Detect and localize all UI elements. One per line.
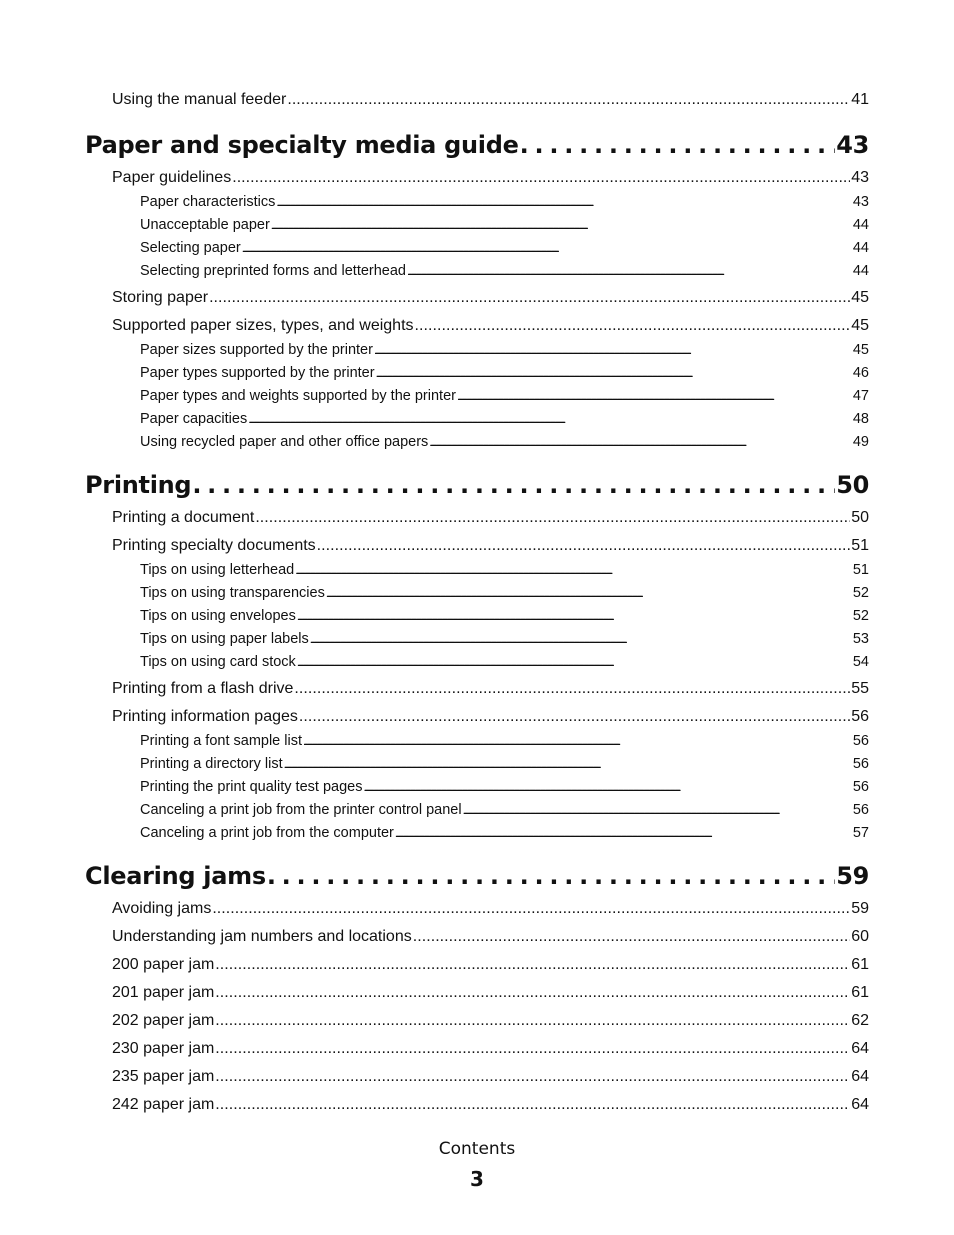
toc-subentry-paper-sizes[interactable] bbox=[140, 342, 869, 358]
toc-entry-page: 61 bbox=[851, 956, 869, 973]
dot-leader bbox=[415, 317, 851, 335]
toc-entry-page: 51 bbox=[851, 537, 869, 554]
toc-entry-242-paper-jam[interactable] bbox=[112, 1096, 869, 1114]
dot-leader bbox=[215, 956, 850, 974]
toc-subentry-title: Unacceptable paper bbox=[140, 217, 270, 233]
dot-leader bbox=[463, 805, 852, 817]
toc-subentry-paper-weights[interactable] bbox=[140, 388, 869, 404]
toc-entry-page: 59 bbox=[851, 900, 869, 917]
toc-entry-title: Printing specialty documents bbox=[112, 537, 316, 554]
dot-leader bbox=[209, 289, 850, 307]
toc-subentry-print-quality[interactable] bbox=[140, 779, 869, 795]
toc-chapter-page: 43 bbox=[836, 131, 869, 159]
toc-entry-title: Understanding jam numbers and locations bbox=[112, 928, 412, 945]
dot-leader bbox=[267, 862, 835, 890]
toc-chapter-page: 50 bbox=[836, 471, 869, 499]
dot-leader bbox=[232, 169, 850, 187]
toc-subentry-letterhead[interactable] bbox=[140, 562, 869, 578]
toc-subentry-card-stock[interactable] bbox=[140, 654, 869, 670]
toc-entry-title: Printing a document bbox=[112, 509, 255, 526]
toc-subentry-preprinted-forms[interactable] bbox=[140, 263, 869, 279]
toc-subentry-page: 49 bbox=[852, 434, 869, 450]
toc-subentry-title: Tips on using paper labels bbox=[140, 631, 309, 647]
toc-chapter-printing[interactable] bbox=[85, 471, 869, 499]
toc-subentry-cancel-computer[interactable] bbox=[140, 825, 869, 841]
dot-leader bbox=[215, 984, 850, 1002]
toc-subentry-cancel-control-panel[interactable] bbox=[140, 802, 869, 818]
toc-subentry-page: 57 bbox=[852, 825, 869, 841]
toc-chapter-paper-media-guide[interactable] bbox=[85, 131, 869, 159]
toc-entry-title: Paper guidelines bbox=[112, 169, 232, 186]
toc-subentry-page: 56 bbox=[852, 779, 869, 795]
toc-entry-printing-specialty[interactable] bbox=[112, 537, 869, 555]
toc-subentry-title: Printing a directory list bbox=[140, 756, 283, 772]
dot-leader bbox=[215, 1068, 850, 1086]
dot-leader bbox=[192, 471, 835, 499]
toc-entry-title: 201 paper jam bbox=[112, 984, 215, 1001]
toc-subentry-title: Tips on using card stock bbox=[140, 654, 296, 670]
toc-subentry-page: 54 bbox=[852, 654, 869, 670]
dot-leader bbox=[287, 91, 850, 109]
toc-entry-page: 62 bbox=[851, 1012, 869, 1029]
dot-leader bbox=[255, 509, 850, 527]
dot-leader bbox=[395, 828, 852, 840]
toc-chapter-title: Paper and specialty media guide bbox=[85, 131, 519, 159]
toc-entry-page: 43 bbox=[851, 169, 869, 186]
toc-entry-title: Printing information pages bbox=[112, 708, 298, 725]
toc-subentry-page: 44 bbox=[852, 240, 869, 256]
toc-subentry-unacceptable-paper[interactable] bbox=[140, 217, 869, 233]
toc-chapter-clearing-jams[interactable] bbox=[85, 862, 869, 890]
toc-entry-storing-paper[interactable] bbox=[112, 289, 869, 307]
toc-subentry-page: 43 bbox=[852, 194, 869, 210]
dot-leader bbox=[276, 197, 851, 209]
toc-subentry-title: Tips on using envelopes bbox=[140, 608, 296, 624]
toc-entry-avoiding-jams[interactable] bbox=[112, 900, 869, 918]
toc-subentry-selecting-paper[interactable] bbox=[140, 240, 869, 256]
dot-leader bbox=[326, 588, 852, 600]
dot-leader bbox=[407, 266, 852, 278]
toc-entry-title: 200 paper jam bbox=[112, 956, 215, 973]
dot-leader bbox=[242, 243, 852, 255]
toc-subentry-recycled-paper[interactable] bbox=[140, 434, 869, 450]
dot-leader bbox=[271, 220, 852, 232]
toc-subentry-title: Canceling a print job from the printer control panel bbox=[140, 802, 462, 818]
toc-entry-title: Printing from a flash drive bbox=[112, 680, 294, 697]
toc-subentry-font-sample[interactable] bbox=[140, 733, 869, 749]
toc-subentry-title: Paper sizes supported by the printer bbox=[140, 342, 373, 358]
toc-entry-page: 41 bbox=[851, 91, 869, 108]
dot-leader bbox=[215, 1096, 850, 1114]
dot-leader bbox=[429, 437, 852, 449]
dot-leader bbox=[376, 368, 852, 380]
toc-subentry-page: 51 bbox=[852, 562, 869, 578]
toc-subentry-paper-characteristics[interactable] bbox=[140, 194, 869, 210]
toc-entry-230-paper-jam[interactable] bbox=[112, 1040, 869, 1058]
dot-leader bbox=[294, 680, 850, 698]
toc-entry-title: 235 paper jam bbox=[112, 1068, 215, 1085]
toc-subentry-title: Paper characteristics bbox=[140, 194, 276, 210]
dot-leader bbox=[299, 708, 850, 726]
toc-chapter-title: Clearing jams bbox=[85, 862, 266, 890]
toc-subentry-page: 53 bbox=[852, 631, 869, 647]
toc-entry-page: 61 bbox=[851, 984, 869, 1001]
toc-subentry-page: 56 bbox=[852, 756, 869, 772]
toc-subentry-transparencies[interactable] bbox=[140, 585, 869, 601]
toc-subentry-paper-labels[interactable] bbox=[140, 631, 869, 647]
toc-subentry-title: Selecting preprinted forms and letterhead bbox=[140, 263, 406, 279]
toc-entry-page: 50 bbox=[851, 509, 869, 526]
dot-leader bbox=[215, 1040, 850, 1058]
toc-subentry-title: Printing a font sample list bbox=[140, 733, 302, 749]
dot-leader bbox=[284, 759, 852, 771]
toc-subentry-envelopes[interactable] bbox=[140, 608, 869, 624]
toc-entry-page: 45 bbox=[851, 317, 869, 334]
toc-entry-201-paper-jam[interactable] bbox=[112, 984, 869, 1002]
dot-leader bbox=[295, 565, 852, 577]
toc-entry-title: 242 paper jam bbox=[112, 1096, 215, 1113]
toc-entry-title: Using the manual feeder bbox=[112, 91, 287, 108]
toc-subentry-page: 52 bbox=[852, 608, 869, 624]
toc-entry-page: 55 bbox=[851, 680, 869, 697]
dot-leader bbox=[297, 611, 852, 623]
toc-entry-printing-document[interactable] bbox=[112, 509, 869, 527]
toc-subentry-page: 52 bbox=[852, 585, 869, 601]
toc-subentry-page: 44 bbox=[852, 217, 869, 233]
toc-subentry-page: 56 bbox=[852, 802, 869, 818]
toc-chapter-title: Printing bbox=[85, 471, 192, 499]
toc-entry-202-paper-jam[interactable] bbox=[112, 1012, 869, 1030]
toc-subentry-page: 44 bbox=[852, 263, 869, 279]
toc-subentry-paper-types[interactable] bbox=[140, 365, 869, 381]
toc-subentry-title: Paper types supported by the printer bbox=[140, 365, 375, 381]
toc-entry-supported-paper[interactable] bbox=[112, 317, 869, 335]
toc-subentry-title: Printing the print quality test pages bbox=[140, 779, 363, 795]
footer-page-number: 3 bbox=[470, 1167, 484, 1191]
toc-subentry-page: 46 bbox=[852, 365, 869, 381]
toc-subentry-title: Tips on using letterhead bbox=[140, 562, 295, 578]
toc-subentry-page: 56 bbox=[852, 733, 869, 749]
toc-entry-235-paper-jam[interactable] bbox=[112, 1068, 869, 1086]
toc-entry-title: Storing paper bbox=[112, 289, 209, 306]
toc-subentry-title: Tips on using transparencies bbox=[140, 585, 325, 601]
dot-leader bbox=[303, 736, 852, 748]
toc-entry-page: 64 bbox=[851, 1040, 869, 1057]
toc-entry-title: Avoiding jams bbox=[112, 900, 212, 917]
toc-subentry-title: Using recycled paper and other office papers bbox=[140, 434, 429, 450]
dot-leader bbox=[297, 657, 852, 669]
dot-leader bbox=[212, 900, 850, 918]
toc-subentry-title: Paper capacities bbox=[140, 411, 248, 427]
toc-entry-title: 230 paper jam bbox=[112, 1040, 215, 1057]
toc-entry-page: 56 bbox=[851, 708, 869, 725]
toc-subentry-title: Selecting paper bbox=[140, 240, 241, 256]
dot-leader bbox=[310, 634, 852, 646]
toc-subentry-page: 48 bbox=[852, 411, 869, 427]
toc-subentry-paper-capacities[interactable] bbox=[140, 411, 869, 427]
toc-chapter-page: 59 bbox=[836, 862, 869, 890]
toc-subentry-directory-list[interactable] bbox=[140, 756, 869, 772]
dot-leader bbox=[520, 131, 836, 159]
dot-leader bbox=[457, 391, 852, 403]
toc-subentry-title: Canceling a print job from the computer bbox=[140, 825, 394, 841]
toc-entry-page: 64 bbox=[851, 1096, 869, 1113]
toc-entry-page: 45 bbox=[851, 289, 869, 306]
toc-entry-page: 60 bbox=[851, 928, 869, 945]
toc-entry-title: Supported paper sizes, types, and weights bbox=[112, 317, 414, 334]
toc-entry-flash-drive[interactable] bbox=[112, 680, 869, 698]
toc-subentry-title: Paper types and weights supported by the printer bbox=[140, 388, 456, 404]
toc-entry-information-pages[interactable] bbox=[112, 708, 869, 726]
dot-leader bbox=[374, 345, 852, 357]
toc-subentry-page: 47 bbox=[852, 388, 869, 404]
toc-subentry-page: 45 bbox=[852, 342, 869, 358]
toc-entry-paper-guidelines[interactable] bbox=[112, 169, 869, 187]
footer-section-label: Contents bbox=[438, 1139, 516, 1159]
toc-entry-title: 202 paper jam bbox=[112, 1012, 215, 1029]
dot-leader bbox=[413, 928, 850, 946]
toc-entry-using-manual-feeder[interactable] bbox=[112, 91, 869, 109]
dot-leader bbox=[363, 782, 851, 794]
toc-entry-200-paper-jam[interactable] bbox=[112, 956, 869, 974]
dot-leader bbox=[248, 414, 852, 426]
dot-leader bbox=[215, 1012, 850, 1030]
dot-leader bbox=[317, 537, 851, 555]
toc-entry-jam-numbers[interactable] bbox=[112, 928, 869, 946]
toc-entry-page: 64 bbox=[851, 1068, 869, 1085]
